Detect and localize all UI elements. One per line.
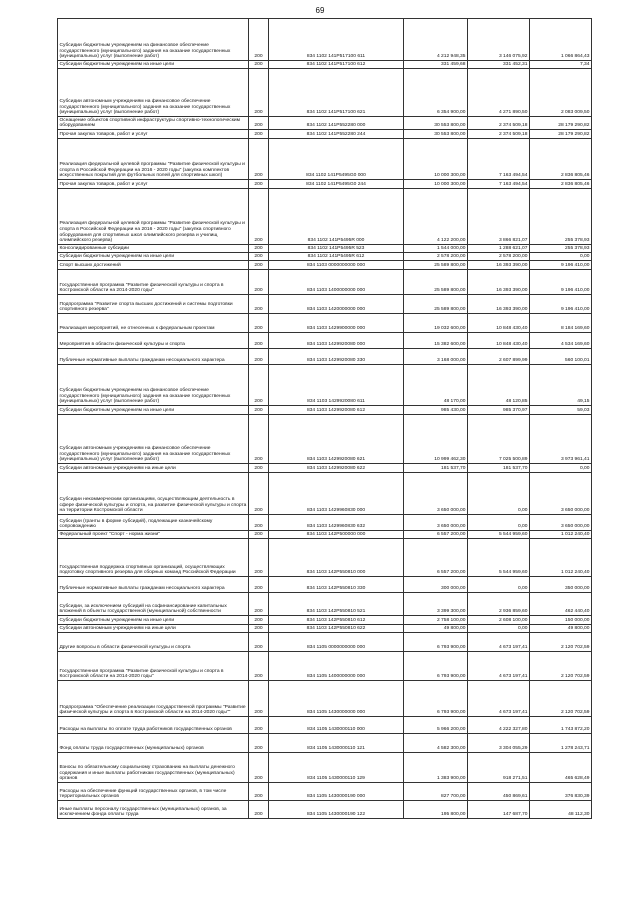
row-unexecuted-amount: 1 066 864,43 xyxy=(530,19,592,61)
table-row xyxy=(58,734,592,753)
table-row xyxy=(58,130,592,139)
row-unexecuted-amount: 255 378,93 xyxy=(530,245,592,253)
row-name: Фонд оплаты труда государственных (муниципальных) органов xyxy=(58,734,249,753)
table-row xyxy=(58,753,592,783)
row-unexecuted-amount: 2 083 009,50 xyxy=(530,69,592,117)
row-executed-amount: 3 146 075,92 xyxy=(468,19,530,61)
row-executed-amount: 10 848 430,40 xyxy=(468,314,530,333)
row-approved-amount: 19 032 600,00 xyxy=(404,314,468,333)
row-classification-code: 834 1102 141P5495R 000 xyxy=(269,189,404,245)
row-approved-amount: 2 758 100,00 xyxy=(404,616,468,625)
table-row xyxy=(58,652,592,681)
row-line-code: 200 xyxy=(249,652,269,681)
row-unexecuted-amount: 350 000,00 xyxy=(530,577,592,593)
row-classification-code: 834 1102 141P5495G0 000 xyxy=(269,139,404,180)
row-name: Подпрограмма "Развитие спорта высших достижений и системы подготовки спортивного резерва" xyxy=(58,295,249,314)
row-line-code: 200 xyxy=(249,270,269,295)
table-row xyxy=(58,261,592,270)
table-row xyxy=(58,253,592,261)
row-executed-amount: 2 936 859,60 xyxy=(468,593,530,616)
row-name: Реализация федеральной целевой программы "Развитие физической культуры и спорта в Российской Федерации на 2016 - 2020 годы" (закупка комплектов искусственных покрытий для футбольных полей для спортивных школ) xyxy=(58,139,249,180)
row-approved-amount: 3 399 300,00 xyxy=(404,593,468,616)
row-classification-code: 834 1103 1420000000 000 xyxy=(269,295,404,314)
row-executed-amount: 4 673 197,41 xyxy=(468,681,530,717)
row-executed-amount: 3 866 821,07 xyxy=(468,189,530,245)
table-row xyxy=(58,314,592,333)
table-row xyxy=(58,245,592,253)
row-name: Субсидии бюджетным учреждениям на иные цели xyxy=(58,253,249,261)
table-row xyxy=(58,349,592,365)
row-executed-amount: 0,00 xyxy=(468,473,530,515)
row-line-code: 200 xyxy=(249,314,269,333)
row-executed-amount: 0,00 xyxy=(468,577,530,593)
row-name: Подпрограмма "Обеспечение реализации государственной программы "Развитие физической культуры и спорта в Костромской области на 2014-2020 годы"" xyxy=(58,681,249,717)
row-classification-code: 834 1102 141P517100 621 xyxy=(269,69,404,117)
table-row xyxy=(58,464,592,473)
row-line-code: 200 xyxy=(249,19,269,61)
row-approved-amount: 10 999 462,30 xyxy=(404,415,468,464)
row-executed-amount: 10 848 430,40 xyxy=(468,333,530,349)
row-executed-amount: 2 608 100,00 xyxy=(468,616,530,625)
row-executed-amount: 16 393 390,00 xyxy=(468,261,530,270)
row-name: Спорт высших достижений xyxy=(58,261,249,270)
row-approved-amount: 15 382 600,00 xyxy=(404,333,468,349)
row-line-code: 200 xyxy=(249,333,269,349)
row-approved-amount: 1 544 000,00 xyxy=(404,245,468,253)
row-unexecuted-amount: 2 120 702,59 xyxy=(530,652,592,681)
row-classification-code: 834 1103 142P550810 000 xyxy=(269,539,404,577)
row-executed-amount: 2 578 200,00 xyxy=(468,253,530,261)
row-executed-amount: 7 163 494,54 xyxy=(468,180,530,189)
table-row xyxy=(58,270,592,295)
row-classification-code: 834 1105 1430000110 000 xyxy=(269,717,404,734)
row-approved-amount: 4 582 300,00 xyxy=(404,734,468,753)
row-classification-code: 834 1102 141P552280 000 xyxy=(269,117,404,130)
row-line-code: 200 xyxy=(249,473,269,515)
row-name: Расходы на выплаты по оплате труда работников государственных органов xyxy=(58,717,249,734)
row-line-code: 200 xyxy=(249,717,269,734)
row-name: Прочая закупка товаров, работ и услуг xyxy=(58,130,249,139)
row-approved-amount: 6 354 900,00 xyxy=(404,69,468,117)
row-classification-code: 834 1103 1429920080 612 xyxy=(269,406,404,415)
row-classification-code: 834 1103 142P500000 000 xyxy=(269,531,404,539)
row-executed-amount: 16 393 390,00 xyxy=(468,270,530,295)
row-classification-code: 834 1103 1429960830 000 xyxy=(269,473,404,515)
row-name: Иные выплаты персоналу государственных (муниципальных) органов, за исключением фонда оплаты труда xyxy=(58,801,249,819)
table-row xyxy=(58,365,592,406)
row-name: Федеральный проект "Спорт - норма жизни" xyxy=(58,531,249,539)
row-unexecuted-amount: 376 830,39 xyxy=(530,783,592,801)
table-row xyxy=(58,515,592,531)
row-line-code: 200 xyxy=(249,801,269,819)
table-row xyxy=(58,593,592,616)
row-classification-code: 834 1105 1430000190 000 xyxy=(269,783,404,801)
row-executed-amount: 985 370,97 xyxy=(468,406,530,415)
row-line-code: 200 xyxy=(249,753,269,783)
table-row xyxy=(58,539,592,577)
row-unexecuted-amount: 9 196 410,00 xyxy=(530,295,592,314)
row-line-code: 200 xyxy=(249,130,269,139)
row-classification-code: 834 1105 1430000190 122 xyxy=(269,801,404,819)
row-name: Государственная программа "Развитие физической культуры и спорта в Костромской области на 2014-2020 годы" xyxy=(58,652,249,681)
row-classification-code: 834 1103 1429920080 622 xyxy=(269,464,404,473)
row-name: Реализация федеральной целевой программы "Развитие физической культуры и спорта в Российской Федерации на 2016 - 2020 годы" (закупка спортивного оборудования для спортивных школ олимпийского резерва и училищ олимпийского резерва) xyxy=(58,189,249,245)
row-executed-amount: 3 304 055,29 xyxy=(468,734,530,753)
row-unexecuted-amount: 59,03 xyxy=(530,406,592,415)
row-unexecuted-amount: 560 100,01 xyxy=(530,349,592,365)
row-classification-code: 834 1103 1429920080 621 xyxy=(269,415,404,464)
row-executed-amount: 4 673 197,41 xyxy=(468,633,530,652)
row-executed-amount: 4 271 890,50 xyxy=(468,69,530,117)
row-line-code: 200 xyxy=(249,69,269,117)
row-unexecuted-amount: 2 120 702,59 xyxy=(530,633,592,652)
table-row xyxy=(58,577,592,593)
row-approved-amount: 827 700,00 xyxy=(404,783,468,801)
row-classification-code: 834 1105 0000000000 000 xyxy=(269,633,404,652)
row-name: Субсидии бюджетным учреждениям на иные цели xyxy=(58,406,249,415)
row-name: Расходы на обеспечение функций государственных органов, в том числе территориальных органов xyxy=(58,783,249,801)
row-name: Оснащение объектов спортивной инфраструктуры спортивно-технологическим оборудованием xyxy=(58,117,249,130)
row-unexecuted-amount: 28 179 290,82 xyxy=(530,130,592,139)
row-line-code: 200 xyxy=(249,464,269,473)
row-approved-amount: 985 430,00 xyxy=(404,406,468,415)
row-line-code: 200 xyxy=(249,539,269,577)
row-line-code: 200 xyxy=(249,253,269,261)
row-line-code: 200 xyxy=(249,577,269,593)
row-unexecuted-amount: 9 196 410,00 xyxy=(530,270,592,295)
table-row xyxy=(58,139,592,180)
row-name: Субсидии автономным учреждениям на иные цели xyxy=(58,464,249,473)
row-approved-amount: 5 966 200,00 xyxy=(404,717,468,734)
table-row xyxy=(58,189,592,245)
row-name: Субсидии некоммерческим организациям, осуществляющим деятельность в сфере физической культуры и спорта, на развитие физической культуры и спорта на территории Костромской области xyxy=(58,473,249,515)
table-row xyxy=(58,295,592,314)
row-classification-code: 834 1103 1429960830 632 xyxy=(269,515,404,531)
row-line-code: 200 xyxy=(249,625,269,633)
row-unexecuted-amount: 4 534 169,60 xyxy=(530,333,592,349)
row-approved-amount: 25 589 800,00 xyxy=(404,261,468,270)
row-classification-code: 834 1103 0000000000 000 xyxy=(269,261,404,270)
row-classification-code: 834 1103 142P550810 622 xyxy=(269,625,404,633)
row-executed-amount: 2 374 509,18 xyxy=(468,130,530,139)
table-row xyxy=(58,180,592,189)
row-approved-amount: 4 122 200,00 xyxy=(404,189,468,245)
row-unexecuted-amount: 465 628,49 xyxy=(530,753,592,783)
row-approved-amount: 10 000 300,00 xyxy=(404,139,468,180)
row-approved-amount: 181 537,70 xyxy=(404,464,468,473)
row-approved-amount: 48 170,00 xyxy=(404,365,468,406)
row-unexecuted-amount: 2 836 805,46 xyxy=(530,139,592,180)
row-executed-amount: 16 393 390,00 xyxy=(468,295,530,314)
row-classification-code: 834 1105 1400000000 000 xyxy=(269,652,404,681)
row-classification-code: 834 1103 1429920080 330 xyxy=(269,349,404,365)
row-unexecuted-amount: 255 378,93 xyxy=(530,189,592,245)
table-row xyxy=(58,531,592,539)
row-line-code: 200 xyxy=(249,406,269,415)
row-executed-amount: 7 163 494,54 xyxy=(468,139,530,180)
row-approved-amount: 2 578 200,00 xyxy=(404,253,468,261)
row-classification-code: 834 1102 141P5495R 612 xyxy=(269,253,404,261)
row-approved-amount: 25 589 800,00 xyxy=(404,270,468,295)
row-unexecuted-amount: 49 800,00 xyxy=(530,625,592,633)
row-line-code: 200 xyxy=(249,783,269,801)
row-unexecuted-amount: 0,00 xyxy=(530,253,592,261)
row-approved-amount: 25 589 800,00 xyxy=(404,295,468,314)
row-executed-amount: 1 288 621,07 xyxy=(468,245,530,253)
row-approved-amount: 331 459,68 xyxy=(404,61,468,69)
table-row xyxy=(58,681,592,717)
row-name: Мероприятия в области физической культуры и спорта xyxy=(58,333,249,349)
row-executed-amount: 5 544 959,60 xyxy=(468,531,530,539)
row-unexecuted-amount: 1 278 243,71 xyxy=(530,734,592,753)
row-executed-amount: 2 607 899,99 xyxy=(468,349,530,365)
table-row xyxy=(58,473,592,515)
row-unexecuted-amount: 28 179 290,82 xyxy=(530,117,592,130)
row-name: Субсидии, за исключением субсидий на софинансирование капитальных вложений в объекты государственной (муниципальной) собственности xyxy=(58,593,249,616)
row-unexecuted-amount: 2 836 805,46 xyxy=(530,180,592,189)
row-classification-code: 834 1102 141P517100 611 xyxy=(269,19,404,61)
row-name: Субсидии бюджетным учреждениям на финансовое обеспечение государственного (муниципального) задания на оказание государственных (муниципальных) услуг (выполнение работ) xyxy=(58,19,249,61)
row-name: Субсидии бюджетным учреждениям на финансовое обеспечение государственного (муниципального) задания на оказание государственных (муниципальных) услуг (выполнение работ) xyxy=(58,365,249,406)
row-unexecuted-amount: 462 440,40 xyxy=(530,593,592,616)
row-unexecuted-amount: 9 196 410,00 xyxy=(530,261,592,270)
row-approved-amount: 4 212 948,35 xyxy=(404,19,468,61)
row-line-code: 200 xyxy=(249,189,269,245)
row-executed-amount: 4 673 197,41 xyxy=(468,652,530,681)
row-name: Государственная поддержка спортивных организаций, осуществляющих подготовку спортивного резерва для сборных команд Российской Федерации xyxy=(58,539,249,577)
row-approved-amount: 3 650 000,00 xyxy=(404,473,468,515)
row-line-code: 200 xyxy=(249,734,269,753)
row-name: Публичные нормативные выплаты гражданам несоциального характера xyxy=(58,349,249,365)
table-row xyxy=(58,801,592,819)
row-classification-code: 834 1105 1430000110 129 xyxy=(269,753,404,783)
row-line-code: 200 xyxy=(249,295,269,314)
row-unexecuted-amount: 48 112,30 xyxy=(530,801,592,819)
page-number: 69 xyxy=(315,6,325,15)
row-name: Публичные нормативные выплаты гражданам несоциального характера xyxy=(58,577,249,593)
row-executed-amount: 0,00 xyxy=(468,515,530,531)
table-row xyxy=(58,61,592,69)
row-approved-amount: 49 800,00 xyxy=(404,625,468,633)
row-classification-code: 834 1103 1429900000 000 xyxy=(269,314,404,333)
table-row xyxy=(58,616,592,625)
row-executed-amount: 4 222 327,80 xyxy=(468,717,530,734)
row-unexecuted-amount: 8 184 169,60 xyxy=(530,314,592,333)
table-row xyxy=(58,415,592,464)
row-classification-code: 834 1102 141P552280 244 xyxy=(269,130,404,139)
row-approved-amount: 300 000,00 xyxy=(404,577,468,593)
row-unexecuted-amount: 2 120 702,59 xyxy=(530,681,592,717)
row-unexecuted-amount: 3 650 000,00 xyxy=(530,515,592,531)
row-line-code: 200 xyxy=(249,633,269,652)
table-row xyxy=(58,717,592,734)
row-executed-amount: 147 687,70 xyxy=(468,801,530,819)
table-row xyxy=(58,633,592,652)
row-executed-amount: 5 544 959,60 xyxy=(468,539,530,577)
row-unexecuted-amount: 3 973 961,41 xyxy=(530,415,592,464)
row-name: Прочая закупка товаров, работ и услуг xyxy=(58,180,249,189)
row-name: Субсидии автономным учреждениям на финансовое обеспечение государственного (муниципального) задания на оказание государственных (муниципальных) услуг (выполнение работ) xyxy=(58,69,249,117)
table-row xyxy=(58,406,592,415)
table-row xyxy=(58,625,592,633)
row-approved-amount: 195 800,00 xyxy=(404,801,468,819)
row-approved-amount: 6 793 900,00 xyxy=(404,652,468,681)
row-line-code: 200 xyxy=(249,515,269,531)
table-row xyxy=(58,783,592,801)
row-name: Взносы по обязательному социальному страхованию на выплаты денежного содержания и иные выплаты работникам государственных (муниципальных) органов xyxy=(58,753,249,783)
row-line-code: 200 xyxy=(249,593,269,616)
row-classification-code: 834 1103 142P550810 612 xyxy=(269,616,404,625)
row-executed-amount: 181 537,70 xyxy=(468,464,530,473)
row-unexecuted-amount: 1 012 240,40 xyxy=(530,531,592,539)
row-executed-amount: 48 120,85 xyxy=(468,365,530,406)
row-line-code: 200 xyxy=(249,261,269,270)
row-executed-amount: 7 025 500,89 xyxy=(468,415,530,464)
row-classification-code: 834 1103 142P550810 330 xyxy=(269,577,404,593)
row-classification-code: 834 1102 141P517100 612 xyxy=(269,61,404,69)
row-approved-amount: 30 553 800,00 xyxy=(404,130,468,139)
row-line-code: 200 xyxy=(249,139,269,180)
row-classification-code: 834 1102 141P5495R 523 xyxy=(269,245,404,253)
row-line-code: 200 xyxy=(249,117,269,130)
row-unexecuted-amount: 7,34 xyxy=(530,61,592,69)
row-executed-amount: 331 452,31 xyxy=(468,61,530,69)
row-line-code: 200 xyxy=(249,245,269,253)
row-line-code: 200 xyxy=(249,180,269,189)
row-unexecuted-amount: 150 000,00 xyxy=(530,616,592,625)
row-unexecuted-amount: 49,15 xyxy=(530,365,592,406)
row-name: Консолидированные субсидии xyxy=(58,245,249,253)
row-name: Субсидии автономным учреждениям на иные цели xyxy=(58,625,249,633)
row-name: Реализация мероприятий, не отнесенных к федеральным проектам xyxy=(58,314,249,333)
table-row xyxy=(58,117,592,130)
row-line-code: 200 xyxy=(249,681,269,717)
row-line-code: 200 xyxy=(249,349,269,365)
table-row xyxy=(58,333,592,349)
row-classification-code: 834 1105 1430000110 121 xyxy=(269,734,404,753)
row-line-code: 200 xyxy=(249,365,269,406)
row-classification-code: 834 1103 1400000000 000 xyxy=(269,270,404,295)
row-approved-amount: 3 168 000,00 xyxy=(404,349,468,365)
row-line-code: 200 xyxy=(249,415,269,464)
budget-execution-table xyxy=(57,18,592,819)
table-row xyxy=(58,19,592,61)
row-approved-amount: 6 793 900,00 xyxy=(404,633,468,652)
row-classification-code: 834 1103 1429920080 611 xyxy=(269,365,404,406)
row-executed-amount: 918 271,51 xyxy=(468,753,530,783)
row-name: Субсидии (гранты в форме субсидий), подлежащие казначейскому сопровождению xyxy=(58,515,249,531)
row-approved-amount: 10 000 300,00 xyxy=(404,180,468,189)
row-unexecuted-amount: 1 012 240,40 xyxy=(530,539,592,577)
row-unexecuted-amount: 0,00 xyxy=(530,464,592,473)
row-approved-amount: 3 650 000,00 xyxy=(404,515,468,531)
row-executed-amount: 450 869,61 xyxy=(468,783,530,801)
table-row xyxy=(58,69,592,117)
row-unexecuted-amount: 1 743 872,20 xyxy=(530,717,592,734)
row-classification-code: 834 1103 142P550810 521 xyxy=(269,593,404,616)
row-name: Субсидии бюджетным учреждениям на иные цели xyxy=(58,616,249,625)
row-classification-code: 834 1105 1430000000 000 xyxy=(269,681,404,717)
row-approved-amount: 6 557 200,00 xyxy=(404,539,468,577)
row-approved-amount: 6 557 200,00 xyxy=(404,531,468,539)
row-executed-amount: 0,00 xyxy=(468,625,530,633)
row-line-code: 200 xyxy=(249,531,269,539)
row-approved-amount: 1 383 900,00 xyxy=(404,753,468,783)
row-line-code: 200 xyxy=(249,616,269,625)
row-name: Государственная программа "Развитие физической культуры и спорта в Костромской области на 2014-2020 годы" xyxy=(58,270,249,295)
row-approved-amount: 30 553 800,00 xyxy=(404,117,468,130)
row-unexecuted-amount: 3 650 000,00 xyxy=(530,473,592,515)
row-name: Субсидии бюджетным учреждениям на иные цели xyxy=(58,61,249,69)
row-executed-amount: 2 374 509,18 xyxy=(468,117,530,130)
row-line-code: 200 xyxy=(249,61,269,69)
row-approved-amount: 6 793 900,00 xyxy=(404,681,468,717)
row-name: Другие вопросы в области физической культуры и спорта xyxy=(58,633,249,652)
row-classification-code: 834 1102 141P5495G0 244 xyxy=(269,180,404,189)
row-classification-code: 834 1103 1429920080 000 xyxy=(269,333,404,349)
row-name: Субсидии автономным учреждениям на финансовое обеспечение государственного (муниципального) задания на оказание государственных (муниципальных) услуг (выполнение работ) xyxy=(58,415,249,464)
